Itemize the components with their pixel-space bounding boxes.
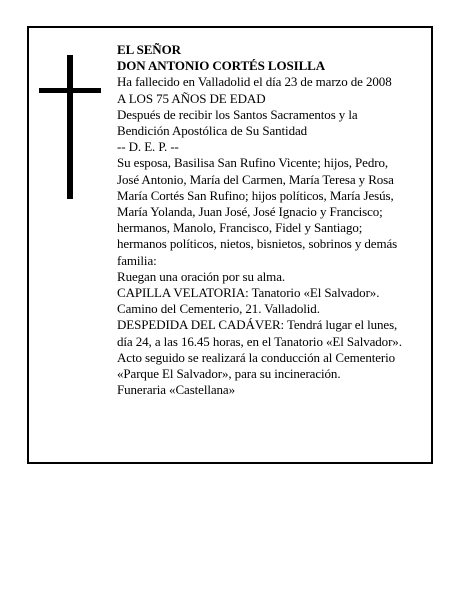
obituary-notice: [27, 26, 433, 464]
chapel-line-1: CAPILLA VELATORIA: Tanatorio «El Salvador».: [117, 285, 380, 301]
farewell-line-3: Acto seguido se realizará la conducción al Cementerio: [117, 349, 396, 365]
age-line: A LOS 75 AÑOS DE EDAD: [117, 90, 266, 106]
family-line-1: Su esposa, Basilisa San Rufino Vicente; hijos, Pedro,: [117, 155, 388, 171]
family-line-3: María Cortés San Rufino; hijos políticos, María Jesús,: [117, 187, 394, 203]
deceased-name: DON ANTONIO CORTÉS LOSILLA: [117, 58, 326, 74]
cross-vertical-bar: [67, 55, 73, 199]
family-line-2: José Antonio, María del Carmen, María Teresa y Rosa: [117, 171, 394, 187]
title-line-1: EL SEÑOR: [117, 42, 181, 57]
farewell-line-1: DESPEDIDA DEL CADÁVER: Tendrá lugar el lunes,: [117, 317, 398, 333]
funeral-home-line: Funeraria «Castellana»: [117, 382, 236, 398]
obituary-text: [117, 42, 429, 398]
prayer-line: Ruegan una oración por su alma.: [117, 268, 286, 284]
sacraments-line-2: Bendición Apostólica de Su Santidad: [117, 123, 308, 139]
family-line-5: hermanos, Manolo, Francisco, Fidel y Santiago;: [117, 220, 363, 236]
farewell-line-4: «Parque El Salvador», para su incineración.: [117, 366, 341, 382]
chapel-line-2: Camino del Cementerio, 21. Valladolid.: [117, 301, 320, 317]
farewell-line-2: día 24, a las 16.45 horas, en el Tanatorio «El Salvador».: [117, 333, 402, 349]
rip-line: -- D. E. P. --: [117, 139, 179, 155]
family-line-7: familia:: [117, 252, 157, 268]
death-date-line: Ha fallecido en Valladolid el día 23 de marzo de 2008: [117, 74, 392, 90]
sacraments-line-1: Después de recibir los Santos Sacramentos y la: [117, 106, 358, 122]
cross-horizontal-bar: [39, 88, 101, 93]
family-line-4: María Yolanda, Juan José, José Ignacio y Francisco;: [117, 204, 383, 220]
family-line-6: hermanos políticos, nietos, bisnietos, sobrinos y demás: [117, 236, 398, 252]
